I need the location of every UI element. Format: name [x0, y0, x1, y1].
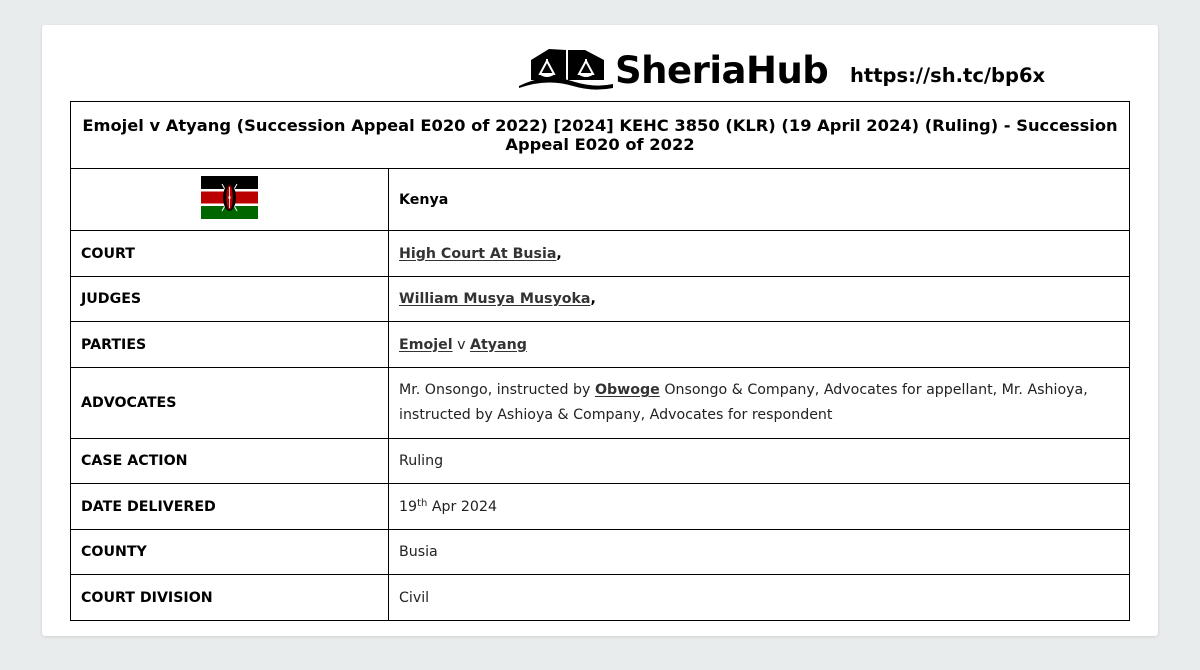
short-url[interactable]: https://sh.tc/bp6x: [850, 64, 1046, 87]
judges-label: JUDGES: [71, 277, 389, 322]
title-row: [71, 102, 1130, 169]
judge-link[interactable]: William Musya Musyoka: [399, 291, 591, 307]
county-label: COUNTY: [71, 530, 389, 575]
date-delivered-label: DATE DELIVERED: [71, 484, 389, 530]
judges-value: [389, 277, 1130, 322]
advocates-label: ADVOCATES: [71, 368, 389, 439]
court-row: [71, 231, 1130, 277]
parties-separator: v: [457, 336, 466, 353]
country-name: Kenya: [389, 169, 1130, 231]
county-value: Busia: [389, 530, 1130, 575]
parties-label: PARTIES: [71, 322, 389, 368]
court-link[interactable]: High Court At Busia: [399, 245, 557, 262]
country-row: [71, 169, 1130, 231]
header: [42, 25, 1158, 101]
date-delivered-value: [389, 484, 1130, 530]
sheriahub-logo[interactable]: [517, 44, 828, 92]
court-value: [389, 231, 1130, 277]
court-division-row: [71, 575, 1130, 621]
advocates-value: [389, 368, 1130, 439]
advocates-row: [71, 368, 1130, 439]
document-card: [42, 25, 1158, 636]
party-a-link[interactable]: Emojel: [399, 336, 453, 353]
flag-cell: [71, 169, 389, 231]
judges-comma: ,: [590, 291, 596, 307]
court-label: COURT: [71, 231, 389, 277]
advocate-link[interactable]: Obwoge: [594, 382, 660, 398]
advocates-text-before: Mr. Onsongo, instructed by: [399, 382, 595, 398]
parties-value: [389, 322, 1130, 368]
scales-of-justice-icon: [517, 44, 615, 92]
judges-row: [71, 277, 1130, 322]
logo-text: SheriaHub: [615, 48, 829, 92]
county-row: [71, 530, 1130, 575]
court-comma: ,: [556, 245, 562, 262]
court-division-value: Civil: [389, 575, 1130, 621]
case-title: Emojel v Atyang (Succession Appeal E020 of 2022) [2024] KEHC 3850 (KLR) (19 April 2024) (Ruling) - Succession Appeal E020 of 2022: [71, 102, 1130, 169]
case-action-label: CASE ACTION: [71, 439, 389, 484]
case-action-row: [71, 439, 1130, 484]
date-delivered-row: [71, 484, 1130, 530]
date-ordinal: th: [417, 497, 428, 509]
kenya-flag-icon: [201, 176, 258, 223]
case-metadata-table: [70, 101, 1130, 621]
advocates-text-after: Onsongo & Company, Advocates for appellant, Mr. Ashioya, instructed by Ashioya & Company, Advocates for respondent: [399, 382, 1088, 423]
parties-row: [71, 322, 1130, 368]
date-day: 19: [399, 498, 418, 515]
party-b-link[interactable]: Atyang: [470, 336, 527, 353]
case-action-value: Ruling: [389, 439, 1130, 484]
court-division-label: COURT DIVISION: [71, 575, 389, 621]
date-rest: Apr 2024: [427, 498, 497, 515]
